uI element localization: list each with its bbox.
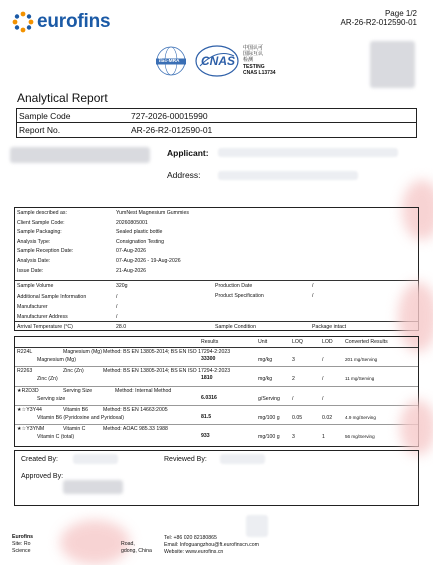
result-unit: mg/100 g <box>258 415 280 421</box>
ilac-mra-text: ilac-MRA <box>159 58 180 64</box>
col-converted: Converted Results <box>345 339 388 345</box>
header-report-id: AR-26-R2-012590-01 <box>340 18 417 27</box>
result-method: Method: Internal Method <box>115 388 172 394</box>
result-name: Serving Size <box>63 388 93 394</box>
footer-qr <box>246 515 268 537</box>
redacted-client-name <box>10 147 150 163</box>
cnas-testing: TESTING <box>243 63 265 70</box>
result-code: ★R2D3D <box>17 388 39 394</box>
footer-contact <box>164 535 259 556</box>
result-sub: Vitamin C (total) <box>37 434 75 440</box>
sample-volume-label: Sample Volume <box>17 283 54 289</box>
result-code: ★☆Y3Y44 <box>17 407 42 413</box>
redacted-applicant <box>218 148 398 157</box>
sample-code-label: Sample Code <box>19 111 71 121</box>
info-value: Consignation Testing <box>116 239 165 245</box>
result-loq: / <box>292 396 294 402</box>
info-value: 21-Aug-2026 <box>116 268 146 274</box>
result-sub: Serving size <box>37 396 66 402</box>
result-lod: / <box>322 396 324 402</box>
redacted-approver <box>63 480 123 494</box>
result-loq: 3 <box>292 357 295 363</box>
result-lod: / <box>322 357 324 363</box>
cnas-text: CNAS <box>201 54 236 68</box>
info-label: Issue Date: <box>17 268 44 274</box>
cnas-number: CNAS L13734 <box>243 69 276 76</box>
col-loq: LOQ <box>292 339 303 345</box>
manufacturer-label: Manufacturer <box>17 304 48 310</box>
result-method: Method: BS EN 14663:2005 <box>103 407 168 413</box>
result-sub: Magnesium (Mg) <box>37 357 76 363</box>
footer-stamp <box>60 520 130 565</box>
sample-condition-label: Sample Condition <box>215 324 256 330</box>
result-code: ★☆Y3YNM <box>17 426 45 432</box>
result-name: Vitamin C <box>63 426 86 432</box>
redacted-reviewer <box>220 454 265 464</box>
sample-code-value: 727-2026-00015990 <box>131 111 208 121</box>
info-label: Client Sample Code: <box>17 220 65 226</box>
arrival-temp-value: 28.0 <box>116 324 127 330</box>
info-value: 07-Aug-2026 <box>116 248 146 254</box>
sample-condition-value: Package intact <box>312 324 347 330</box>
result-code: R224L <box>17 349 33 355</box>
applicant-label: Applicant: <box>167 148 209 158</box>
result-name: Magnesium (Mg) <box>63 349 102 355</box>
info-label: Analysis Type: <box>17 239 51 245</box>
result-converted: 4.9 mg/Serving <box>345 415 376 420</box>
footer-province: gdong, China <box>121 548 152 554</box>
result-loq: 2 <box>292 376 295 382</box>
cnas-cn-line2: 国际互认 <box>243 51 264 58</box>
footer-email: Email: Infoguangzhou@ft.eurofinscn.com <box>164 542 259 548</box>
arrival-temp-label: Arrival Temperature (°C) <box>17 324 73 330</box>
row-divider <box>15 366 418 367</box>
result-method: Method: BS EN 13805-2014; BS EN ISO 17294-2:2023 <box>103 368 231 374</box>
results-table <box>14 336 419 447</box>
footer-science: Science <box>12 548 31 554</box>
manufacturer-value: / <box>116 304 118 310</box>
created-by-label: Created By: <box>21 456 58 463</box>
col-unit: Unit <box>258 339 268 345</box>
footer-company: Eurofins <box>12 534 34 540</box>
info-value: 20260805001 <box>116 220 148 226</box>
col-lod: LOD <box>322 339 333 345</box>
result-sub: Zinc (Zn) <box>37 376 58 382</box>
manufacturer-address-value: / <box>116 314 118 320</box>
result-result: 81.5 <box>201 414 212 420</box>
report-no-label: Report No. <box>19 125 61 135</box>
sample-volume-value: 320g <box>116 283 128 289</box>
info-label: Sample Packaging: <box>17 229 62 235</box>
info-label: Analysis Date: <box>17 258 51 264</box>
address-label: Address: <box>167 170 201 180</box>
row-divider <box>15 386 418 387</box>
product-spec-value: / <box>312 293 314 299</box>
report-no-value: AR-26-R2-012590-01 <box>131 125 213 135</box>
reviewed-by-label: Reviewed By: <box>164 456 207 463</box>
redacted-creator <box>73 454 118 464</box>
eurofins-dots-icon <box>12 11 34 33</box>
result-loq: 3 <box>292 434 295 440</box>
result-unit: mg/kg <box>258 357 273 363</box>
result-result: 1810 <box>201 375 213 381</box>
result-converted: 11 mg/Serving <box>345 376 375 381</box>
production-date-label: Production Date <box>215 283 253 289</box>
result-loq: 0.05 <box>292 415 303 421</box>
footer-tel: Tel: +86 020 82180865 <box>164 535 217 541</box>
footer-website: Website: www.eurofins.cn <box>164 549 224 555</box>
result-code: R2263 <box>17 368 33 374</box>
footer-col2 <box>121 541 152 555</box>
signature-box <box>14 450 419 506</box>
additional-info-value: / <box>116 294 118 300</box>
redacted-qr <box>370 41 415 88</box>
brand-name: eurofins <box>37 11 111 32</box>
result-lod: 0.02 <box>322 415 333 421</box>
result-name: Zinc (Zn) <box>63 368 84 374</box>
manufacturer-address-label: Manufacturer Address <box>17 314 68 320</box>
result-unit: mg/100 g <box>258 434 280 440</box>
page-title: Analytical Report <box>17 91 108 105</box>
result-unit: mg/kg <box>258 376 273 382</box>
result-result: 6.0316 <box>201 395 217 401</box>
ilac-mra-logo <box>151 45 191 79</box>
redacted-address <box>218 171 358 180</box>
cnas-cn-line3: 检测 <box>243 57 254 64</box>
eurofins-logo <box>12 11 122 33</box>
col-results: Results <box>201 339 219 345</box>
result-name: Vitamin B6 <box>63 407 88 413</box>
result-converted: 56 mg/Serving <box>345 434 375 439</box>
info-label: Sample Reception Date: <box>17 248 74 254</box>
page-number: Page 1/2 <box>384 9 417 18</box>
product-spec-label: Product Specification <box>215 293 264 299</box>
cnas-cn-line1: 中国认可 <box>243 45 264 51</box>
result-lod: / <box>322 376 324 382</box>
result-converted: 201 mg/Serving <box>345 357 378 362</box>
footer-col1 <box>12 534 33 555</box>
row-divider <box>15 405 418 406</box>
result-unit: g/Serving <box>258 396 280 402</box>
info-value: YumNest Magnesium Gummies <box>116 210 189 216</box>
result-lod: 1 <box>322 434 325 440</box>
sample-code-box <box>16 108 417 138</box>
result-method: Method: BS EN 13805-2014; BS EN ISO 17294-2:2023 <box>103 349 231 355</box>
stamp-mark-3 <box>400 400 433 455</box>
row-divider <box>15 424 418 425</box>
approved-by-label: Approved By: <box>21 473 64 480</box>
result-result: 933 <box>201 433 210 439</box>
result-result: 33300 <box>201 356 216 362</box>
info-value: Sealed plastic bottle <box>116 229 163 235</box>
footer-road: Road, <box>121 541 135 547</box>
info-value: 07-Aug-2026 - 19-Aug-2026 <box>116 258 181 264</box>
additional-info-label: Additional Sample Information <box>17 294 87 300</box>
cnas-caption <box>243 45 276 76</box>
footer-site: Site: Ro <box>12 541 31 547</box>
result-method: Method: AOAC 985.33 1988 <box>103 426 168 432</box>
cnas-logo <box>194 44 240 78</box>
info-label: Sample described as: <box>17 210 67 216</box>
sample-info-box <box>14 207 419 331</box>
production-date-value: / <box>312 283 314 289</box>
result-sub: Vitamin B6 (Pyridoxine and Pyridoxal) <box>37 415 124 421</box>
